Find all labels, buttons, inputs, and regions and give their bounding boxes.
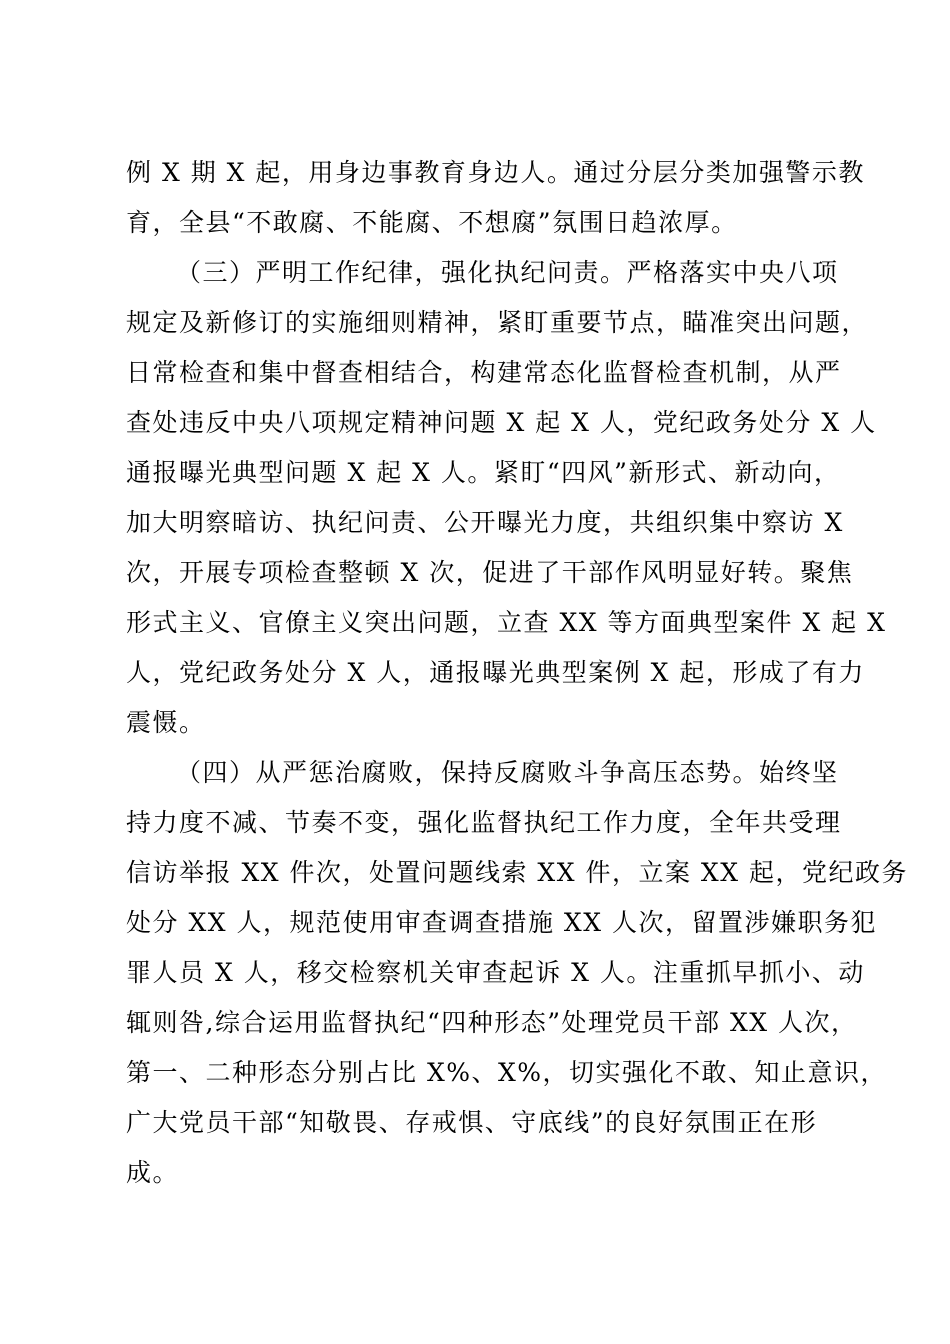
- text-line: 次，开展专项检查整顿 X 次，促进了干部作风明显好转。聚焦: [126, 558, 854, 587]
- text-line: 持力度不减、节奏不变，强化监督执纪工作力度，全年共受理: [126, 808, 842, 837]
- text-line: 育，全县“不敢腐、不能腐、不想腐”氛围日趋浓厚。: [126, 208, 738, 237]
- section-heading-line: （四）从严惩治腐败，保持反腐败斗争高压态势。始终坚: [176, 758, 839, 787]
- text-line: 日常检查和集中督查相结合，构建常态化监督检查机制，从严: [126, 358, 842, 387]
- text-line: 震慑。: [126, 708, 206, 737]
- text-line: 处分 XX 人，规范使用审查调查措施 XX 人次，留置涉嫌职务犯: [126, 908, 877, 937]
- text-line: 通报曝光典型问题 X 起 X 人。紧盯“四风”新形式、新动向，: [126, 458, 841, 487]
- text-line: 形式主义、官僚主义突出问题，立查 XX 等方面典型案件 X 起 X: [126, 608, 887, 637]
- text-line: 例 X 期 X 起，用身边事教育身边人。通过分层分类加强警示教: [126, 158, 865, 187]
- text-line: 查处违反中央八项规定精神问题 X 起 X 人，党纪政务处分 X 人: [126, 408, 877, 437]
- text-line: 成。: [126, 1158, 180, 1187]
- text-line: 广大党员干部“知敬畏、存戒惧、守底线”的良好氛围正在形: [126, 1108, 818, 1137]
- text-line: 罪人员 X 人，移交检察机关审查起诉 X 人。注重抓早抓小、动: [126, 958, 865, 987]
- text-line: 信访举报 XX 件次，处置问题线索 XX 件，立案 XX 起，党纪政务: [126, 858, 908, 887]
- text-line: 辄则咎,综合运用监督执纪“四种形态”处理党员干部 XX 人次，: [126, 1008, 858, 1037]
- text-line: 规定及新修订的实施细则精神，紧盯重要节点，瞄准突出问题，: [126, 308, 869, 337]
- section-heading-line: （三）严明工作纪律，强化执纪问责。严格落实中央八项: [176, 258, 839, 287]
- text-line: 第一、二种形态分别占比 X%、X%，切实强化不敢、知止意识，: [126, 1058, 888, 1087]
- text-line: 人，党纪政务处分 X 人，通报曝光典型案例 X 起，形成了有力: [126, 658, 865, 687]
- text-line: 加大明察暗访、执纪问责、公开曝光力度，共组织集中察访 X: [126, 508, 844, 537]
